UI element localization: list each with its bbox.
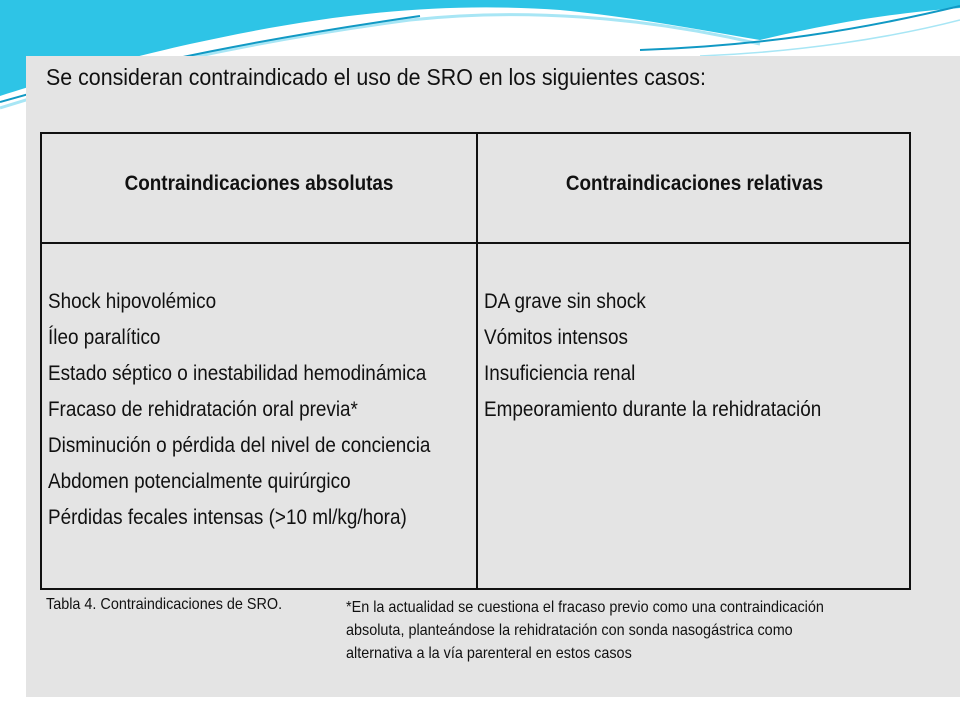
intro-text: Se consideran contraindicado el uso de SRO en los siguientes casos: <box>46 64 706 90</box>
list-item: Abdomen potencialmente quirúrgico <box>48 470 351 493</box>
list-item: Empeoramiento durante la rehidratación <box>484 398 822 421</box>
list-relativas <box>484 284 821 428</box>
list-item: DA grave sin shock <box>484 290 646 313</box>
list-item: Íleo paralítico <box>48 326 161 349</box>
table-column-divider <box>476 134 478 588</box>
list-absolutas <box>48 284 430 536</box>
table-footnote <box>346 596 824 665</box>
header-relativas: Contraindicaciones relativas <box>565 172 824 195</box>
list-item: Fracaso de rehidratación oral previa* <box>48 398 358 421</box>
list-item: Insuficiencia renal <box>484 362 636 385</box>
list-item: Disminución o pérdida del nivel de conciencia <box>48 434 431 457</box>
table-caption: Tabla 4. Contraindicaciones de SRO. <box>46 596 283 613</box>
list-item: Estado séptico o inestabilidad hemodinámica <box>48 362 427 385</box>
table-header-divider <box>42 242 909 244</box>
header-absolutas: Contraindicaciones absolutas <box>124 172 394 195</box>
list-item: Pérdidas fecales intensas (>10 ml/kg/hora) <box>48 506 407 529</box>
list-item: Shock hipovolémico <box>48 290 217 313</box>
table-image <box>26 56 960 697</box>
footnote-line: alternativa a la vía parenteral en estos casos <box>346 645 632 662</box>
list-item: Vómitos intensos <box>484 326 628 349</box>
footnote-line: absoluta, planteándose la rehidratación con sonda nasogástrica como <box>346 622 793 639</box>
contraindications-table <box>40 132 911 590</box>
footnote-line: *En la actualidad se cuestiona el fracaso previo como una contraindicación <box>346 599 824 616</box>
